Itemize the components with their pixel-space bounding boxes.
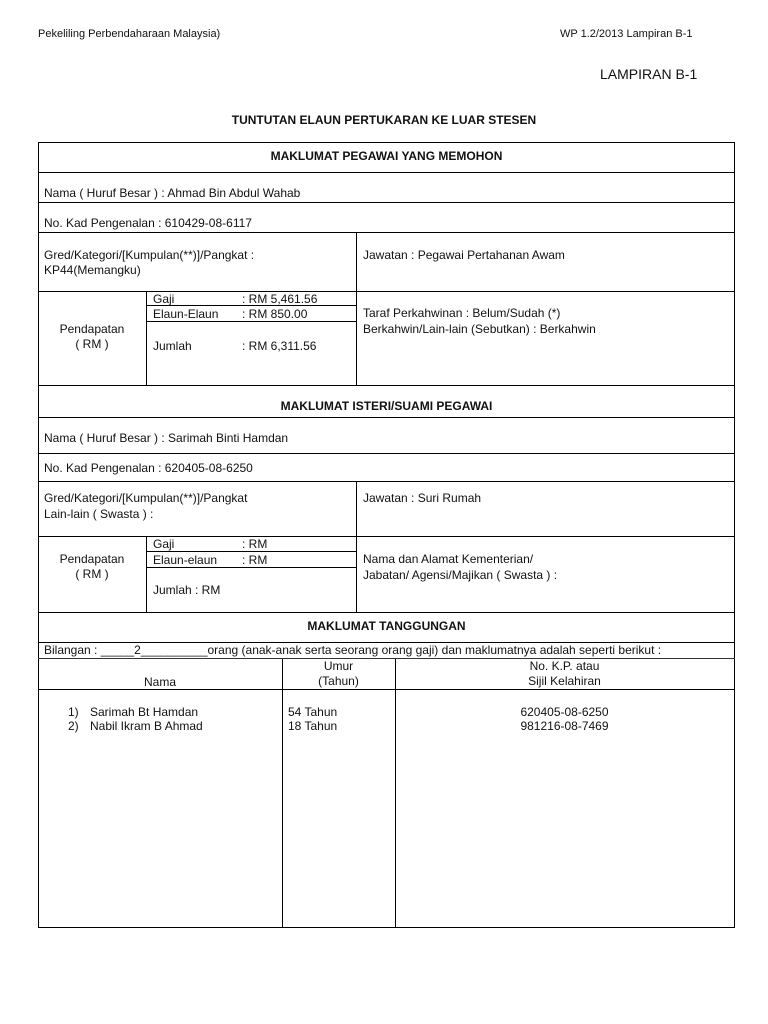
spouse-income-label: Pendapatan [59, 552, 125, 566]
dependent-name: Nabil Ikram B Ahmad [90, 719, 203, 733]
circular-reference: Pekeliling Perbendaharaan Malaysia) [38, 28, 221, 40]
spouse-allowance-label: Elaun-elaun [153, 553, 218, 567]
applicant-marital-status: Taraf Perkahwinan : Belum/Sudah (*) [363, 306, 561, 320]
applicant-allowance-label: Elaun-Elaun [153, 307, 219, 321]
applicant-ic: No. Kad Pengenalan : 610429-08-6117 [44, 216, 252, 230]
dependent-number: 1) [68, 705, 79, 719]
dependent-age: 18 Tahun [288, 719, 338, 733]
column-header-age-unit: (Tahun) [318, 674, 359, 688]
applicant-position: Jawatan : Pegawai Pertahanan Awam [363, 248, 565, 262]
dependents-count-line [44, 643, 661, 657]
spouse-total: Jumlah : RM [153, 583, 221, 597]
applicant-marital-detail: Berkahwin/Lain-lain (Sebutkan) : Berkahwin [363, 322, 596, 336]
spouse-salary-value: : RM [242, 537, 268, 551]
applicant-income-unit: ( RM ) [75, 337, 109, 351]
spouse-employer-label: Nama dan Alamat Kementerian/ [363, 552, 534, 566]
spouse-grade-other: Lain-lain ( Swasta ) : [44, 507, 154, 521]
spouse-employer-detail: Jabatan/ Agensi/Majikan ( Swasta ) : [363, 568, 558, 582]
dependents-count-suffix: orang (anak-anak serta seorang orang gaji) dan maklumatnya adalah seperti berikut : [207, 643, 662, 657]
applicant-name: Nama ( Huruf Besar ) : Ahmad Bin Abdul Wahab [44, 186, 301, 200]
dependents-count-prefix: Bilangan : [44, 643, 101, 657]
spouse-ic: No. Kad Pengenalan : 620405-08-6250 [44, 461, 253, 475]
applicant-grade-value: KP44(Memangku) [44, 263, 141, 277]
column-header-birth-cert: Sijil Kelahiran [528, 674, 601, 688]
form-title: TUNTUTAN ELAUN PERTUKARAN KE LUAR STESEN [231, 113, 537, 127]
spouse-grade-label: Gred/Kategori/[Kumpulan(**)]/Pangkat [44, 491, 248, 505]
document-reference: WP 1.2/2013 Lampiran B-1 [560, 28, 693, 40]
applicant-total-label: Jumlah [153, 339, 192, 353]
column-header-ic: No. K.P. atau [529, 659, 600, 673]
dependents-count: _____2__________ [100, 643, 208, 657]
applicant-grade-label: Gred/Kategori/[Kumpulan(**)]/Pangkat : [44, 248, 255, 262]
spouse-salary-label: Gaji [153, 537, 175, 551]
applicant-total-value: : RM 6,311.56 [242, 339, 317, 353]
column-header-age: Umur [323, 659, 354, 673]
column-header-name: Nama [143, 675, 176, 689]
applicant-salary-value: : RM 5,461.56 [242, 292, 318, 306]
applicant-allowance-value: : RM 850.00 [242, 307, 308, 321]
dependent-number: 2) [68, 719, 79, 733]
dependent-name: Sarimah Bt Hamdan [90, 705, 199, 719]
applicant-section-title: MAKLUMAT PEGAWAI YANG MEMOHON [270, 149, 503, 163]
spouse-allowance-value: : RM [242, 553, 268, 567]
applicant-income-label: Pendapatan [59, 322, 125, 336]
spouse-income-unit: ( RM ) [75, 567, 109, 581]
spouse-position: Jawatan : Suri Rumah [363, 491, 482, 505]
applicant-salary-label: Gaji [153, 292, 175, 306]
dependent-ic: 620405-08-6250 [520, 705, 609, 719]
dependent-ic: 981216-08-7469 [520, 719, 609, 733]
dependents-section-title: MAKLUMAT TANGGUNGAN [307, 619, 466, 633]
spouse-section-title: MAKLUMAT ISTERI/SUAMI PEGAWAI [280, 399, 493, 413]
spouse-name: Nama ( Huruf Besar ) : Sarimah Binti Hamdan [44, 431, 289, 445]
appendix-label: LAMPIRAN B-1 [600, 66, 698, 82]
dependent-age: 54 Tahun [288, 705, 338, 719]
